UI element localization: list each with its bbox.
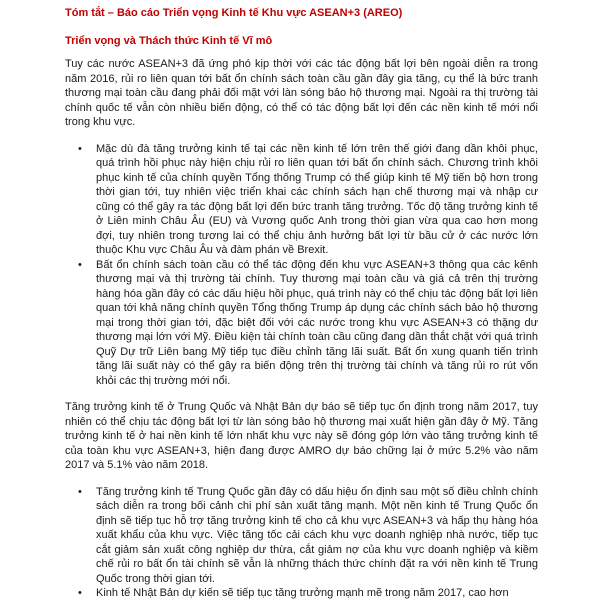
section-heading-macro-outlook: Triển vọng và Thách thức Kinh tế Vĩ mô [65, 35, 273, 47]
bullet-marker-icon: • [78, 587, 82, 599]
bullet-item-advanced-economies [65, 142, 538, 258]
paragraph-intro: Tuy các nước ASEAN+3 đã ứng phó kịp thời với các tác động bất lợi bên ngoài diễn ra trong năm 2016, rủi ro liên quan tới bất ổn chính sách toàn cầu gần đây gia tăng, cụ thể là bức tranh thương mại toàn cầu đang phải đối mặt với làn sóng bảo hộ thương mại. Ngoài ra thị trường tài chính quốc tế vẫn còn nhiều biến động, có thể có tác động bất lợi đến các nền kinh tế mới nổi trong khu vực. [65, 58, 538, 128]
bullet-item-policy-uncertainty [65, 258, 538, 389]
bullet-list-regional-economies [65, 485, 538, 601]
bullet-marker-icon: • [78, 142, 82, 155]
bullet-text: Mặc dù đà tăng trưởng kinh tế tại các nền kinh tế lớn trên thế giới đang dần khôi phục, quá trình hồi phục này hiện chịu rủi ro liên quan tới bất ổn chính sách. Chương trình khôi phục kinh tế của chính quyền Tổng thống Trump có thể giúp kinh tế Mỹ tiến bộ hơn trong thời gian tới, tuy nhiên việc triển khai các chính sách hạn chế thương mại và nhập cư cũng có thể gây ra tác động bất lợi đến bức tranh tăng trưởng. Tốc độ tăng trưởng kinh tế ở Liên minh Châu Âu (EU) và Vương quốc Anh trong thời gian vừa qua cao hơn mong đợi, tuy nhiên trong tương lai có thể chịu ảnh hưởng bất lợi từ bầu cử ở các nước lớn thuộc Khu vực Châu Âu và đàm phán về Brexit. [96, 142, 538, 256]
bullet-text: Bất ổn chính sách toàn cầu có thể tác động đến khu vực ASEAN+3 thông qua các kênh thương mại và thị trường tài chính. Tuy thương mại toàn cầu và giá cả trên thị trường hàng hóa gần đây có các dấu hiệu hồi phục, quá trình này có thể chịu tác động bất lợi liên quan tới khả năng chính quyền Tổng thống Trump áp dụng các chính sách bảo hộ thương mại trong thời gian tới, đặc biệt đối với các nước trong khu vực ASEAN+3 có thặng dư thương mại lớn với Mỹ. Điều kiện tài chính toàn cầu cũng đang dần thắt chặt với quá trình Quỹ Dự trữ Liên bang Mỹ tiếp tục điều chỉnh tăng lãi suất. Bất ổn xung quanh tiến trình tăng lãi suất này có thể gây ra biến động trên thị trường tài chính và tăng rủi ro rút vốn khỏi các thị trường mới nổi. [96, 258, 538, 387]
bullet-marker-icon: • [78, 258, 82, 271]
bullet-item-china [65, 485, 538, 587]
paragraph-regional-outlook: Tăng trưởng kinh tế ở Trung Quốc và Nhật Bản dự báo sẽ tiếp tục ổn định trong năm 2017, tuy nhiên có thể chịu tác động bất lợi từ làn sóng bảo hộ thương mại xuất hiện gần đây ở Mỹ. Tăng trưởng kinh tế ở hai nền kinh tế lớn nhất khu vực này sẽ đóng góp lớn vào tăng trưởng kinh tế của toàn khu vực ASEAN+3, hiện đang được AMRO dự báo chững lại ở mức 5.2% vào năm 2017 và 5.1% vào năm 2018. [65, 401, 538, 471]
bullet-marker-icon: • [78, 485, 82, 498]
document-title: Tóm tắt – Báo cáo Triển vọng Kinh tế Khu vực ASEAN+3 (AREO) [65, 7, 403, 19]
bullet-list-global-risks [65, 142, 538, 389]
bullet-item-japan [65, 586, 538, 601]
bullet-text: Kinh tế Nhật Bản dự kiến sẽ tiếp tục tăng trưởng mạnh mẽ trong năm 2017, cao hơn [96, 587, 509, 599]
bullet-text: Tăng trưởng kinh tế Trung Quốc gần đây có dấu hiệu ổn định sau một số điều chỉnh chính sách diễn ra trong bối cảnh chi phí sản xuất tăng mạnh. Một nền kinh tế Trung Quốc ổn định sẽ tiếp tục hỗ trợ tăng trưởng kinh tế cho cả khu vực ASEAN+3 và hấp thụ hàng hóa xuất khẩu của khu vực. Việc tăng tốc cải cách khu vực doanh nghiệp nhà nước, tiếp tục cắt giảm sản xuất công nghiệp dư thừa, cắt giảm nợ của khu vực doanh nghiệp và kiềm chế rủi ro bất ổn tài chính sẽ vẫn là những thách thức chính đặt ra với nền kinh tế Trung Quốc trong thời gian tới. [96, 485, 538, 585]
